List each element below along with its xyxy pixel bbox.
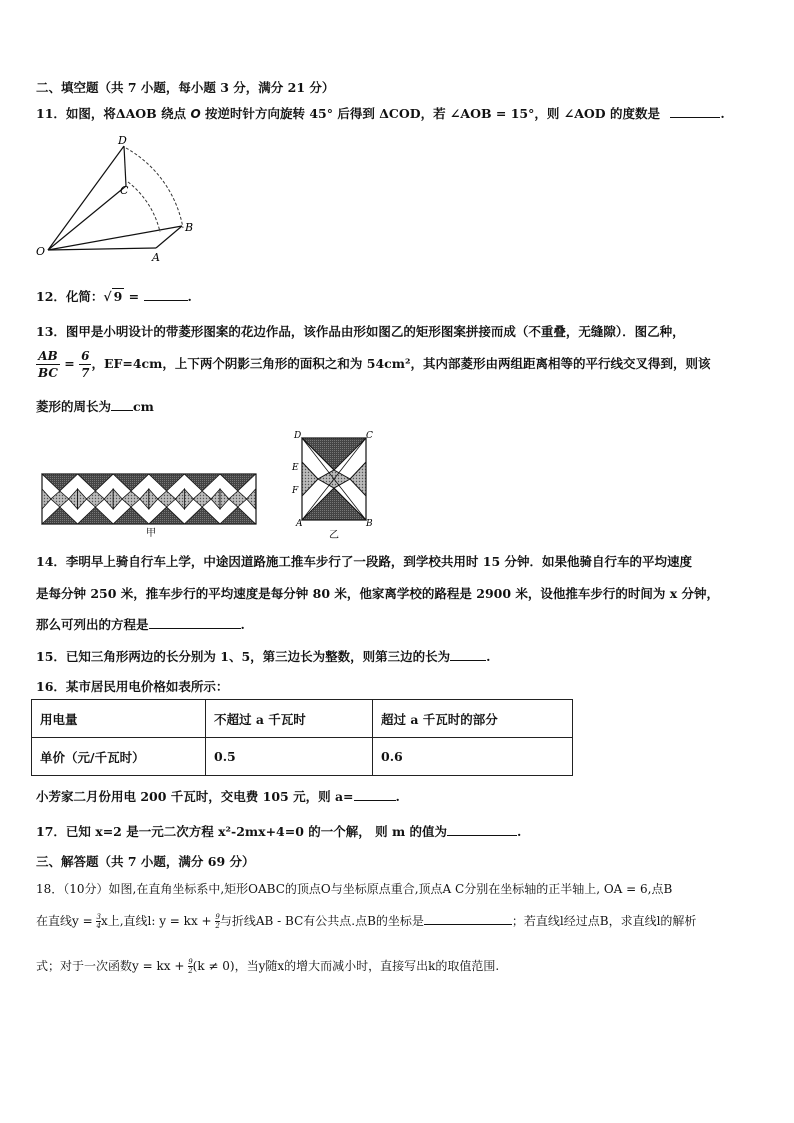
frac-den: 4 [96,922,101,930]
q12-eq: = [124,289,144,304]
question-16-intro: 16．某市居民用电价格如表所示： [36,679,229,694]
answer-blank[interactable] [424,912,512,925]
q11-text-b: 按逆时针方向旋转 45° 后得到 ΔCOD，若 ∠AOB = 15°，则 ∠AOD 的度数是 [200,106,660,121]
q16-after: 小芳家二月份用电 200 千瓦时，交电费 105 元，则 a= [36,789,354,804]
segment-od [48,146,124,250]
q15-tail: . [486,649,491,664]
radicand: 9 [113,289,123,304]
label-a: A [296,519,303,529]
answer-blank[interactable] [670,105,720,118]
table-cell: 不超过 a 千瓦时 [206,700,373,738]
q13-unit: cm [133,399,154,414]
table-cell: 超过 a 千瓦时的部分 [373,700,573,738]
question-13-line3 [36,397,154,415]
table-cell: 用电量 [32,700,206,738]
label-c: C [366,431,373,441]
answer-blank[interactable] [111,398,133,411]
question-18-line2 [36,912,696,930]
question-12 [36,287,192,305]
question-18-line1: 18．（10分）如图,在直角坐标系中,矩形OABC的顶点O与坐标原点重合,顶点A C分别在坐标轴的正半轴上, OA = 6,点B [36,882,673,896]
answer-blank[interactable] [447,823,517,836]
q18-l2b: x上,直线l: y = kx + [100,914,216,928]
frac-num: 9 [188,958,193,966]
segment-oa [48,248,156,250]
question-13-line1: 13．图甲是小明设计的带菱形图案的花边作品，该作品由形如图乙的矩形图案拼接而成（不重叠，无缝隙）．图乙种， [36,324,685,339]
question-15 [36,647,491,665]
ratio-value [79,348,91,381]
q15-text: 15．已知三角形两边的长分别为 1、5，第三边长为整数，则第三边的长为 [36,649,451,664]
val-num: 6 [81,349,90,363]
q18-l2c: 与折线AB - BC有公共点.点B的坐标是 [219,914,424,928]
label-c: C [120,184,129,197]
label-o: O [36,245,46,258]
label-e: E [292,463,299,473]
table-cell: 0.6 [373,738,573,776]
ratio-ab-bc [36,348,60,381]
segment-dc [124,146,126,186]
segment-ab [156,226,182,248]
table-cell: 0.5 [206,738,373,776]
q14-line3: 那么可列出的方程是 [36,617,149,632]
q18-l2a: 在直线y = [36,914,97,928]
arc-ca [128,182,160,232]
rotation-figure [30,128,210,268]
q11-tail: . [720,106,725,121]
question-14-line1: 14．李明早上骑自行车上学，中途因道路施工推车步行了一段路，到学校共用时 15 分钟．如果他骑自行车的平均速度 [36,554,692,569]
label-b: B [366,519,373,529]
section-title: 三、解答题（共 7 小题，满分 69 分） [36,854,255,869]
q12-tail: . [187,289,192,304]
answer-blank[interactable] [149,616,241,629]
arc-db [126,148,183,228]
label-yi: 乙 [329,530,339,541]
frac-den: BC [38,366,58,380]
q11-point-o: O [190,107,201,121]
segment-oc [48,186,126,250]
question-16-after [36,787,400,805]
frac-den: 2 [188,967,193,975]
q17-text: 17．已知 x=2 是一元二次方程 x²-2mx+4=0 的一个解， 则 m 的值为 [36,824,448,839]
table-row [32,738,573,776]
label-f: F [292,486,299,496]
table-cell: 单价（元/千瓦时） [32,738,206,776]
segment-ob [48,226,182,250]
tile-figure-yi [286,426,378,546]
electricity-price-table [31,699,573,776]
question-11 [36,104,725,122]
question-13-line2 [36,348,710,381]
q18-l3b: (k ≠ 0)，当y随x的增大而减小时，直接写出k的取值范围. [192,959,500,973]
question-14-line2: 是每分钟 250 米，推车步行的平均速度是每分钟 80 米，他家离学校的路程是 2900 米，设他推车步行的时间为 x 分钟， [36,586,720,601]
q16-tail: . [395,789,400,804]
q11-text-a: 11．如图，将ΔAOB 绕点 [36,106,191,121]
q13-line3a: 菱形的周长为 [36,399,112,414]
table-row [32,700,573,738]
question-14-line3 [36,615,245,633]
frac-den: 2 [215,922,220,930]
frac-num: 3 [96,913,101,921]
q13-line2-text: ，EF=4cm，上下两个阴影三角形的面积之和为 54cm²，其内部菱形由两组距离相等的平行线交叉得到，则该 [91,356,711,371]
q17-tail: . [517,824,522,839]
label-a: A [152,251,160,264]
answer-blank[interactable] [144,288,188,301]
section-title: 二、填空题（共 7 小题，每小题 3 分，满分 21 分） [36,80,335,95]
q14-tail: . [240,617,245,632]
q18-l2d: ；若直线l经过点B，求直线l的解析 [511,914,697,928]
val-den: 7 [81,366,90,380]
label-b: B [185,221,194,234]
frac-num: AB [36,348,60,365]
q18-l3a: 式；对于一次函数y = kx + [36,959,189,973]
sqrt-symbol: √ [103,289,112,304]
label-jia: 甲 [146,528,156,539]
frac-num: 9 [215,913,220,921]
q12-prefix: 12．化简： [36,289,104,304]
answer-blank[interactable] [450,648,486,661]
question-17 [36,822,521,840]
lace-figure-jia [40,470,262,540]
label-d: D [294,431,302,441]
frac-eq: = [64,356,75,371]
label-d: D [118,134,127,147]
answer-blank[interactable] [354,788,396,801]
question-18-line3 [36,957,499,975]
